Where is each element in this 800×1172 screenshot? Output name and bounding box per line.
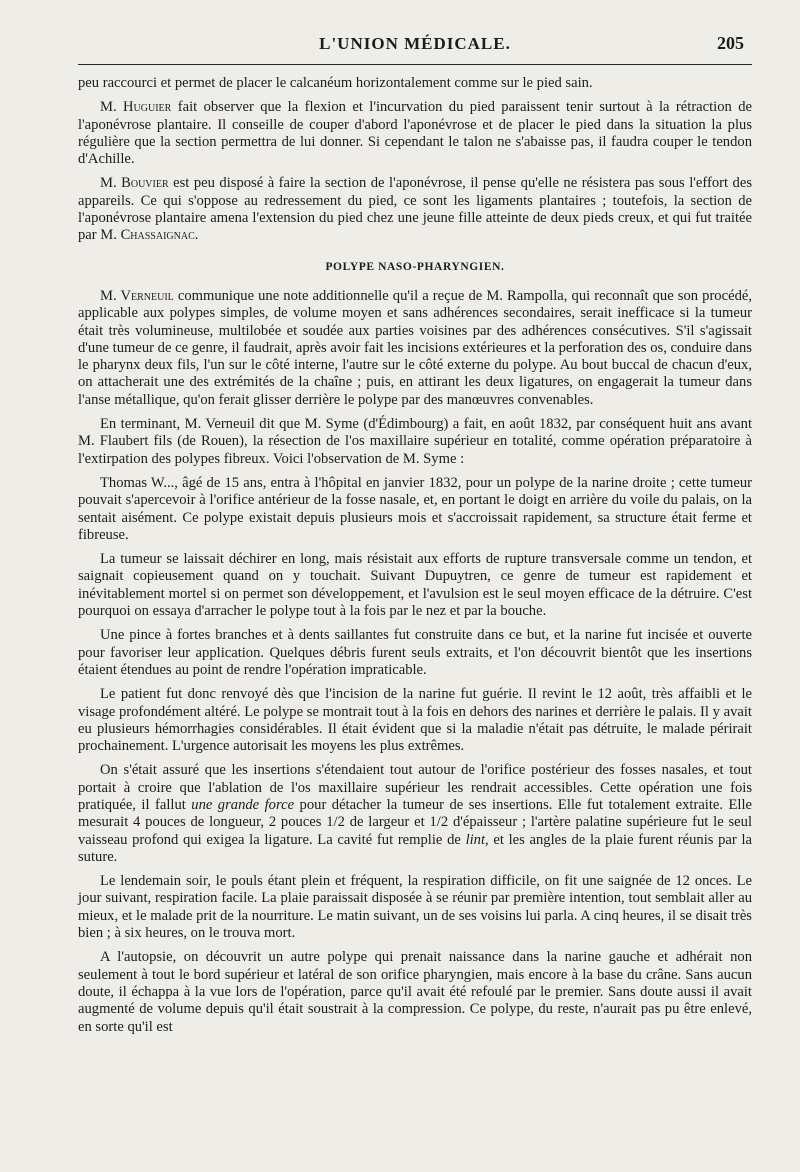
speaker-name: M. Huguier bbox=[100, 99, 172, 116]
paragraph: A l'autopsie, on découvrit un autre polype qui prenait naissance dans la narine gauche et adhérait non seulement à tout le bord supérieur et latéral de son orifice pharyngien, mais encore à la base du crâne. Sans aucun doute, il échappa à la vue lors de l'opération, parce qu'il avait été refoulé par le premier. Sans doute aussi il avait augmenté de volume depuis qu'il était soustrait à la compression. Ce polype, du reste, n'aurait pas pu être enlevé, en sorte qu'il est bbox=[78, 949, 752, 1035]
paragraph bbox=[78, 288, 752, 409]
speaker-name: M. Verneuil bbox=[100, 287, 174, 304]
running-header bbox=[78, 0, 752, 65]
paragraph bbox=[78, 175, 752, 244]
paragraph: Le lendemain soir, le pouls étant plein et fréquent, la respiration difficile, on fit une saignée de 12 onces. Le jour suivant, respiration facile. La plaie paraissait disposée à se réunir par première intention, tout semblait aller au mieux, et le malade prit de la nourriture. Le matin suivant, un de ses voisins lui parla. A cinq heures, il se disait très bien ; à six heures, on le trouva mort. bbox=[78, 873, 752, 942]
paragraph: La tumeur se laissait déchirer en long, mais résistait aux efforts de rupture transversale comme un tendon, et saignait copieusement quand on y touchait. Suivant Dupuytren, ce genre de tumeur est rapidement et inévitablement mortel si on permet son développement, et l'avulsion est le seul moyen efficace de la détruire. C'est pourquoi on essaya d'arracher le polype tout à la fois par le nez et par la bouche. bbox=[78, 551, 752, 620]
paragraph bbox=[78, 75, 752, 92]
paragraph-text: On s'était assuré que les insertions s'étendaient tout autour de l'orifice postérieur des fosses nasales, et tout portait à croire que l'ablation de l'os maxillaire supérieur les rendrait accessibles. Cette opération une fois pratiquée, il fallut bbox=[78, 762, 752, 813]
section-heading: POLYPE NASO-PHARYNGIEN. bbox=[325, 260, 505, 273]
paragraph-text: peu raccourci et permet de placer le calcanéum horizontalement comme sur le pied sain. bbox=[78, 75, 593, 91]
speaker-name: M. Bouvier bbox=[100, 175, 169, 192]
paragraph bbox=[78, 762, 752, 866]
speaker-name: M. Chassaignac. bbox=[100, 227, 199, 244]
paragraph-text: communique une note additionnelle qu'il a reçue de M. Rampolla, qui reconnaît que son procédé, applicable aux polypes simples, de volume moyen et sans adhérences secondaires, serait inefficace si la tumeur était très volumineuse, multilobée et soudée aux parties voisines par des adhérences consécutives. S'il s'agissait d'une tumeur de ce genre, il faudrait, après avoir fait les incisions extérieures et la perforation des os, conduire dans le pharynx deux fils, l'un sur le côté interne, l'autre sur le côté externe du polype. Au bout buccal de chacun d'eux, on attacherait une des extrémités de la chaîne ; puis, en attirant les deux ligatures, on engagerait la tumeur dans l'anse métallique, qu'on ferait glisser derrière le polype par des manœuvres convenables. bbox=[78, 287, 752, 408]
paragraph-text: est peu disposé à faire la section de l'aponévrose, il pense qu'elle ne résistera pas sous l'effort des appareils. Ce qui s'oppose au redressement du pied, ce sont les ligaments plantaires ; toutefois, la section de l'aponévrose plantaire amena l'extension du pied chez une jeune fille atteinte de deux pieds creux, et qui fut traitée par bbox=[78, 175, 752, 244]
paragraph: En terminant, M. Verneuil dit que M. Syme (d'Édimbourg) a fait, en août 1832, par conséquent huit ans avant M. Flaubert fils (de Rouen), la résection de l'os maxillaire supérieur en totalité, comme opération préparatoire à l'extirpation des polypes fibreux. Voici l'observation de M. Syme : bbox=[78, 416, 752, 467]
journal-title: L'UNION MÉDICALE. bbox=[319, 34, 511, 53]
article-body bbox=[78, 65, 752, 1036]
emphasis: lint bbox=[465, 831, 486, 848]
paragraph-text: fait observer que la flexion et l'incurvation du pied paraissent tenir surtout à la rétraction de l'aponévrose plantaire. Il conseille de couper d'abord l'aponévrose et de placer le pied dans la situation la plus régulière que la section permettra de lui donner. Si cependant le talon ne s'abaisse pas, il faudra couper le tendon d'Achille. bbox=[78, 99, 753, 168]
paragraph: Le patient fut donc renvoyé dès que l'incision de la narine fut guérie. Il revint le 12 août, très affaibli et le visage profondément altéré. Le polype se montrait tout à la fois en dehors des narines et derrière le palais. Il y avait eu plusieurs hémorrhagies considérables. Il était évident que si la maladie n'était pas détruite, le malade périrait prochainement. L'urgence autorisait les moyens les plus extrêmes. bbox=[78, 686, 752, 755]
page-number: 205 bbox=[717, 33, 744, 53]
paragraph-text: , et les angles de la plaie furent réunis par la suture. bbox=[78, 831, 752, 865]
paragraph bbox=[78, 99, 752, 168]
paragraph: Une pince à fortes branches et à dents saillantes fut construite dans ce but, et la narine fut incisée et ouverte pour favoriser leur application. Quelques débris furent seuls extraits, et l'on découvrit bientôt que les insertions étaient étendues au point de rendre l'opération impraticable. bbox=[78, 627, 752, 678]
emphasis: une grande force bbox=[191, 796, 295, 813]
paragraph: Thomas W..., âgé de 15 ans, entra à l'hôpital en janvier 1832, pour un polype de la narine droite ; cette tumeur pouvait s'apercevoir à l'orifice antérieur de la fosse nasale, et, en portant le doigt en arrière du voile du palais, on la sentait aisément. Ce polype existait depuis plusieurs mois et s'accroissait rapidement, sa structure était ferme et fibreuse. bbox=[78, 474, 752, 543]
paragraph-text: pour détacher la tumeur de ses insertions. Elle fut totalement extraite. Elle mesurait 4 pouces de longueur, 2 pouces 1/2 de largeur et 1/2 d'épaisseur ; l'artère palatine supérieure fut le seul vaisseau profond qui exigea la ligature. La cavité fut remplie de bbox=[78, 796, 752, 848]
